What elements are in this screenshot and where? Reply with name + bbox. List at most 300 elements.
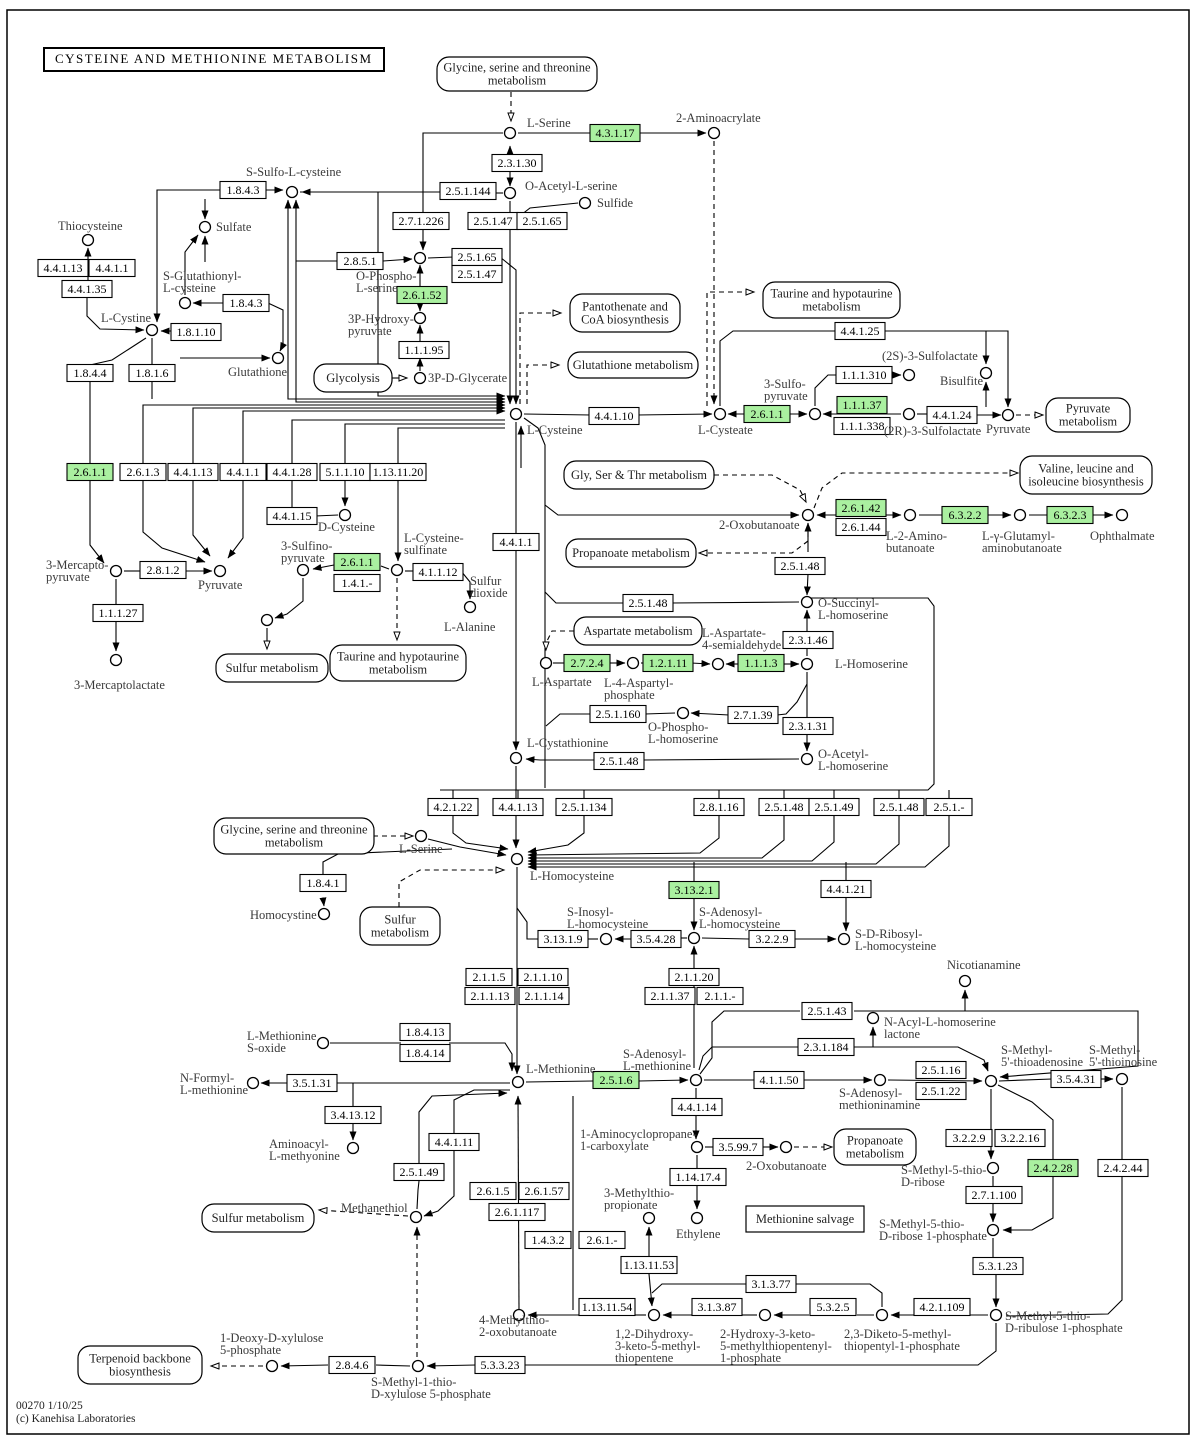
enzyme-label: 4.3.1.17 [595, 126, 635, 140]
enzyme-1.8.4.1[interactable] [300, 875, 346, 892]
pathway-label: Propanoate metabolism [572, 546, 690, 560]
enzyme-3.2.2.9[interactable] [946, 1130, 992, 1147]
metabolite-l-cysteine[interactable] [511, 409, 522, 420]
metabolite-label: 3-Sulfo-pyruvate [764, 377, 808, 403]
reaction-line [427, 1365, 476, 1366]
enzyme-label: 2.5.1.49 [814, 800, 854, 814]
enzyme-4.4.1.25[interactable] [835, 323, 885, 340]
metabolite-s-methyl-5-thio-d-ribose-1-phosphate[interactable] [988, 1225, 999, 1236]
enzyme-2.5.1.47[interactable] [452, 266, 502, 283]
metabolite-label: 1-Aminocyclopropane-1-carboxylate [580, 1127, 697, 1153]
metabolite-s-adenosyl-l-methionine[interactable] [691, 1075, 702, 1086]
enzyme-2.5.1.48[interactable] [623, 595, 673, 612]
enzyme-2.6.1.1[interactable] [334, 554, 380, 571]
enzyme-2.1.1.5[interactable] [466, 969, 512, 986]
enzyme-label: 4.4.1.24 [932, 408, 972, 422]
pathway-link-propanoate-metabolism-2[interactable] [834, 1129, 916, 1165]
enzyme-2.3.1.46[interactable] [783, 632, 833, 649]
enzyme-4.1.1.50[interactable] [754, 1072, 804, 1089]
enzyme-2.5.1.-[interactable] [926, 799, 972, 816]
pathway-link-pyruvate-metabolism[interactable] [1046, 398, 1130, 432]
metabolite-label: Glutathione [228, 365, 288, 379]
metabolite-2-aminoacrylate[interactable] [709, 128, 720, 139]
metabolite-3-mercaptolactate[interactable] [111, 655, 122, 666]
enzyme-1.1.1.37[interactable] [837, 397, 887, 414]
pathway-link-glycine-serine-threonine-metabolism[interactable] [437, 57, 597, 91]
metabolite-label: S-Methyl-5-thio-D-ribulose 1-phosphate [1005, 1309, 1123, 1335]
enzyme-label: 5.1.1.10 [325, 465, 365, 479]
enzyme-2.5.1.16[interactable] [916, 1062, 966, 1079]
metabolite-3-sulfinopyruvate[interactable] [298, 565, 309, 576]
metabolite-l-homocysteine[interactable] [512, 854, 523, 865]
enzyme-label: 2.6.1.57 [524, 1184, 564, 1198]
metabolite-label: L-2-Amino-butanoate [886, 529, 948, 555]
reaction-line [702, 938, 749, 939]
metabolite-s-methyl-5-thio-d-ribulose-1-phosphate[interactable] [991, 1310, 1002, 1321]
metabolite-glutathione[interactable] [273, 353, 284, 364]
reaction-line [417, 1181, 419, 1209]
enzyme-2.5.1.48[interactable] [594, 753, 644, 770]
enzyme-label: 1.1.1.37 [842, 398, 882, 412]
enzyme-2.6.1.1[interactable] [67, 464, 113, 481]
enzyme-4.4.1.13[interactable] [168, 464, 218, 481]
metabolite-homocystine[interactable] [319, 909, 330, 920]
enzyme-3.13.2.1[interactable] [669, 882, 719, 899]
reaction-line [699, 1047, 802, 1070]
metabolite-l-2-aminobutanoate[interactable] [905, 510, 916, 521]
enzyme-2.5.1.144[interactable] [440, 183, 496, 200]
metabolite-ophthalmate[interactable] [1117, 510, 1128, 521]
enzyme-1.1.1.95[interactable] [399, 342, 449, 359]
pathway-link-gly-ser-thr-metabolism[interactable] [564, 461, 714, 489]
enzyme-2.4.2.44[interactable] [1098, 1160, 1148, 1177]
metabolite-s-d-ribosyl-l-homocysteine[interactable] [839, 934, 850, 945]
enzyme-label: 2.3.1.46 [788, 633, 828, 647]
reaction-line [649, 1274, 652, 1306]
enzyme-2.5.1.47[interactable] [468, 213, 518, 230]
enzyme-1.8.1.6[interactable] [129, 365, 175, 382]
metabolite-sulfide[interactable] [580, 198, 591, 209]
enzyme-1.8.4.14[interactable] [400, 1045, 450, 1062]
metabolite-s-adenosylmethioninamine[interactable] [875, 1075, 886, 1086]
enzyme-3.5.1.31[interactable] [287, 1075, 337, 1092]
metabolite-label: 1-Deoxy-D-xylulose 5-phosphate [220, 1331, 324, 1357]
enzyme-4.4.1.13[interactable] [38, 260, 88, 277]
enzyme-label: 4.4.1.1 [499, 535, 533, 549]
reaction-line [383, 259, 412, 261]
enzyme-2.1.1.37[interactable] [645, 988, 695, 1005]
reaction-line [90, 338, 146, 365]
enzyme-2.8.4.6[interactable] [329, 1357, 375, 1374]
enzyme-label: 4.4.1.28 [272, 465, 312, 479]
pathway-label: Methionine salvage [755, 1212, 855, 1226]
enzyme-2.5.1.48[interactable] [759, 799, 809, 816]
enzyme-label: 3.5.1.31 [292, 1076, 332, 1090]
enzyme-4.4.1.21[interactable] [821, 881, 871, 898]
enzyme-label: 2.5.1.160 [595, 707, 641, 721]
enzyme-4.1.1.12[interactable] [413, 564, 463, 581]
metabolite-s-sulfo-l-cysteine[interactable] [287, 187, 298, 198]
metabolite-label: Ethylene [676, 1227, 721, 1241]
enzyme-2.6.1.42[interactable] [836, 500, 886, 517]
enzyme-3.13.1.9[interactable] [538, 931, 588, 948]
pathway-link-taurine-hypotaurine-metabolism[interactable] [763, 282, 900, 318]
enzyme-label: 3.13.2.1 [674, 883, 714, 897]
enzyme-2.4.2.28[interactable] [1028, 1160, 1078, 1177]
metabolite-o-phospho-l-serine[interactable] [415, 253, 426, 264]
metabolite-l-alanine[interactable] [465, 602, 476, 613]
enzyme-label: 2.1.1.10 [523, 970, 563, 984]
enzyme-label: 2.5.1.49 [399, 1165, 439, 1179]
metabolite-l-4-aspartyl-phosphate[interactable] [628, 658, 639, 669]
metabolite-label: 2,3-Diketo-5-methyl-thiopentyl-1-phosphate [844, 1327, 960, 1353]
enzyme-label: 2.8.5.1 [343, 254, 377, 268]
metabolite-1-aminocyclopropane-1-carboxylate[interactable] [692, 1142, 703, 1153]
enzyme-2.1.1.-[interactable] [697, 988, 743, 1005]
enzyme-2.6.1.5[interactable] [470, 1183, 516, 1200]
reaction-line [888, 1080, 982, 1081]
enzyme-2.5.1.160[interactable] [590, 706, 646, 723]
reaction-line [281, 1365, 328, 1366]
pathway-link-glutathione-metabolism[interactable] [568, 352, 698, 378]
enzyme-6.3.2.2[interactable] [942, 507, 988, 524]
metabolite-pyruvate-2[interactable] [215, 566, 226, 577]
pathway-label: Glycine, serine and threonine metabolism [443, 60, 591, 88]
metabolite-2-3-diketo-5-methylthiopentyl-1-phosphate[interactable] [877, 1310, 888, 1321]
enzyme-2.7.1.39[interactable] [728, 707, 778, 724]
enzyme-2.1.1.13[interactable] [465, 988, 515, 1005]
enzyme-2.5.1.65[interactable] [452, 249, 502, 266]
metabolite-3p-d-glycerate[interactable] [415, 373, 426, 384]
metabolite-l-methionine-s-oxide[interactable] [318, 1038, 329, 1049]
enzyme-1.8.4.13[interactable] [400, 1024, 450, 1041]
enzyme-label: 2.1.1.13 [470, 989, 510, 1003]
enzyme-label: 2.5.1.134 [561, 800, 607, 814]
metabolite-3-mercaptopyruvate[interactable] [111, 566, 122, 577]
enzyme-3.1.3.77[interactable] [746, 1276, 796, 1293]
enzyme-4.4.1.15[interactable] [267, 508, 317, 525]
enzyme-2.3.1.184[interactable] [798, 1039, 854, 1056]
enzyme-3.4.13.12[interactable] [325, 1107, 381, 1124]
reaction-line [545, 592, 625, 603]
metabolite-label: L-Cysteine [527, 423, 583, 437]
enzyme-label: 2.3.1.30 [497, 156, 537, 170]
pathway-link-methionine-salvage[interactable] [746, 1206, 864, 1232]
metabolite-o-acetyl-l-homoserine[interactable] [802, 754, 813, 765]
enzyme-6.3.2.3[interactable] [1047, 507, 1093, 524]
pathway-link-aspartate-metabolism[interactable] [574, 617, 702, 645]
metabolite-l-serine-2[interactable] [416, 831, 427, 842]
enzyme-label: 2.4.2.44 [1103, 1161, 1143, 1175]
enzyme-label: 4.4.1.15 [272, 509, 312, 523]
enzyme-label: 1.4.3.2 [531, 1233, 565, 1247]
metabolite-l-homoserine[interactable] [802, 659, 813, 670]
enzyme-2.8.1.2[interactable] [140, 562, 186, 579]
metabolite-label: 3P-Hydroxy-pyruvate [348, 312, 414, 338]
enzyme-label: 2.8.1.16 [699, 800, 739, 814]
metabolite-label: 4-Methylthio-2-oxobutanoate [479, 1313, 557, 1339]
enzyme-3.5.4.31[interactable] [1051, 1071, 1101, 1088]
enzyme-2.6.1.3[interactable] [120, 464, 166, 481]
enzyme-label: 2.5.1.65 [457, 250, 497, 264]
pathway-link-glycine-serine-threonine-metabolism-2[interactable] [214, 818, 374, 854]
enzyme-3.2.2.16[interactable] [995, 1130, 1045, 1147]
enzyme-2.7.1.100[interactable] [966, 1187, 1022, 1204]
map-title: CYSTEINE AND METHIONINE METABOLISM [43, 47, 385, 72]
metabolite-s-methyl-5-thioadenosine[interactable] [986, 1076, 997, 1087]
enzyme-5.3.3.23[interactable] [475, 1357, 525, 1374]
metabolite-s-glutathionyl-l-cysteine[interactable] [180, 298, 191, 309]
enzyme-2.5.1.6[interactable] [593, 1072, 639, 1089]
enzyme-label: 2.6.1.3 [126, 465, 160, 479]
enzyme-1.1.1.310[interactable] [836, 367, 892, 384]
metabolite-3-sulfopyruvate[interactable] [810, 409, 821, 420]
enzyme-1.4.1.-[interactable] [334, 575, 380, 592]
reaction-line [449, 1043, 512, 1071]
metabolite-l-aspartate-4-semialdehyde[interactable] [713, 659, 724, 670]
metabolite-s-methyl-5-thioinosine[interactable] [1117, 1074, 1128, 1085]
enzyme-label: 1.8.4.1 [306, 876, 340, 890]
enzyme-1.4.3.2[interactable] [525, 1232, 571, 1249]
metabolite-label: 2-Oxobutanoate [719, 518, 800, 532]
metabolite-s-inosyl-l-homocysteine[interactable] [601, 934, 612, 945]
metabolite-sulfate[interactable] [200, 222, 211, 233]
pathway-link-sulfur-metabolism-2[interactable] [360, 907, 440, 945]
enzyme-5.3.2.5[interactable] [810, 1299, 856, 1316]
metabolite-label: L-Homocysteine [530, 869, 615, 883]
metabolite-label: Sulfate [216, 220, 252, 234]
enzyme-2.5.1.65[interactable] [517, 213, 567, 230]
enzyme-4.4.1.1[interactable] [220, 464, 266, 481]
metabolite-l-cysteate[interactable] [715, 409, 726, 420]
enzyme-2.5.1.43[interactable] [802, 1003, 852, 1020]
enzyme-2.6.1.-[interactable] [579, 1232, 625, 1249]
enzyme-label: 1.13.11.54 [581, 1300, 633, 1314]
enzyme-label: 4.4.1.11 [434, 1135, 474, 1149]
pathway-label: Glycolysis [326, 371, 380, 385]
enzyme-label: 2.6.1.44 [841, 520, 881, 534]
metabolite-label: Pyruvate [198, 578, 243, 592]
pathway-link-valine-leucine-isoleucine-biosynthesis[interactable] [1020, 456, 1152, 494]
metabolite-methanethiol[interactable] [411, 1212, 422, 1223]
enzyme-label: 2.4.2.28 [1033, 1161, 1073, 1175]
metabolite-o-phospho-l-homoserine[interactable] [678, 708, 689, 719]
enzyme-3.2.2.9[interactable] [749, 931, 795, 948]
metabolite-2-oxobutanoate-2[interactable] [781, 1142, 792, 1153]
enzyme-1.13.11.20[interactable] [370, 464, 426, 481]
metabolite-sulfite[interactable] [262, 615, 273, 626]
metabolite-1-deoxy-d-xylulose-5-phosphate[interactable] [267, 1361, 278, 1372]
enzyme-2.5.1.22[interactable] [916, 1083, 966, 1100]
enzyme-label: 4.4.1.1 [226, 465, 260, 479]
enzyme-5.1.1.10[interactable] [320, 464, 370, 481]
metabolite-nicotianamine[interactable] [960, 976, 971, 987]
enzyme-4.4.1.28[interactable] [267, 464, 317, 481]
metabolite-l-cystathionine[interactable] [511, 753, 522, 764]
enzyme-2.8.1.16[interactable] [694, 799, 744, 816]
enzyme-label: 2.7.2.4 [570, 656, 604, 670]
enzyme-label: 2.1.1.- [704, 989, 736, 1003]
reaction-line [428, 257, 454, 258]
pathway-link-pantothenate-coa-biosynthesis[interactable] [570, 294, 680, 332]
enzyme-2.3.1.31[interactable] [783, 718, 833, 735]
pathway-link-glycolysis[interactable] [314, 364, 392, 392]
metabolite-label: 2-Oxobutanoate [746, 1159, 827, 1173]
metabolite-l-aspartate[interactable] [541, 658, 552, 669]
metabolite-label: S-Adenosyl-methioninamine [839, 1086, 921, 1112]
metabolite-pyruvate[interactable] [1003, 410, 1014, 421]
enzyme-label: 4.1.1.12 [418, 565, 458, 579]
enzyme-1.1.1.3[interactable] [738, 655, 784, 672]
enzyme-1.8.4.4[interactable] [67, 365, 113, 382]
metabolite-l-cysteine-sulfinate[interactable] [392, 565, 403, 576]
enzyme-1.8.4.3[interactable] [223, 295, 269, 312]
enzyme-2.3.1.30[interactable] [492, 155, 542, 172]
enzyme-4.4.1.14[interactable] [672, 1099, 722, 1116]
enzyme-label: 2.7.1.39 [733, 708, 773, 722]
reaction-line [528, 815, 784, 858]
enzyme-4.3.1.17[interactable] [590, 125, 640, 142]
enzyme-2.6.1.52[interactable] [397, 287, 447, 304]
enzyme-1.8.1.10[interactable] [171, 324, 221, 341]
enzyme-4.4.1.13[interactable] [493, 799, 543, 816]
reaction-line [691, 713, 729, 715]
enzyme-label: 1.13.11.20 [372, 465, 424, 479]
metabolite-s-methyl-5-thio-d-ribose[interactable] [988, 1163, 999, 1174]
enzyme-label: 1.4.1.- [341, 576, 373, 590]
reaction-line [143, 405, 505, 463]
enzyme-4.4.1.11[interactable] [429, 1134, 479, 1151]
enzyme-4.4.1.10[interactable] [589, 408, 639, 425]
enzyme-2.1.1.20[interactable] [669, 969, 719, 986]
metabolite-label: 3P-D-Glycerate [428, 371, 508, 385]
reaction-line [419, 1093, 507, 1163]
metabolite-label: L-Methionine S-oxide [247, 1029, 317, 1055]
enzyme-label: 2.6.1.5 [476, 1184, 510, 1198]
enzyme-1.14.17.4[interactable] [670, 1169, 726, 1186]
metabolite-label: S-Methyl-5'-thioinosine [1089, 1043, 1158, 1069]
metabolite-n-acyl-l-homoserine-lactone[interactable] [868, 1013, 879, 1024]
enzyme-label: 2.1.1.37 [650, 989, 690, 1003]
metabolite-aminoacyl-l-methyonine[interactable] [348, 1143, 359, 1154]
metabolite-l-gamma-glutamyl-aminobutanoate[interactable] [1015, 510, 1026, 521]
metabolite-label: Sulfide [597, 196, 634, 210]
metabolite-thiocysteine[interactable] [83, 235, 94, 246]
metabolite-o-succinyl-l-homoserine[interactable] [802, 597, 813, 608]
enzyme-3.5.99.7[interactable] [713, 1139, 763, 1156]
enzyme-label: 2.5.1.48 [764, 800, 804, 814]
enzyme-4.4.1.1[interactable] [493, 534, 539, 551]
enzyme-1.8.4.3[interactable] [220, 182, 266, 199]
enzyme-label: 3.1.3.77 [751, 1277, 791, 1291]
enzyme-1.13.11.54[interactable] [579, 1299, 635, 1316]
pathway-link-taurine-hypotaurine-metabolism-2[interactable] [330, 645, 466, 681]
enzyme-2.6.1.117[interactable] [489, 1204, 545, 1221]
metabolite-label: L-4-Aspartyl-phosphate [604, 676, 674, 702]
enzyme-2.5.1.48[interactable] [874, 799, 924, 816]
metabolite-s-adenosyl-l-homocysteine[interactable] [689, 933, 700, 944]
metabolite-d-cysteine[interactable] [340, 510, 351, 521]
enzyme-label: 2.5.1.48 [628, 596, 668, 610]
enzyme-label: 4.1.1.50 [759, 1073, 799, 1087]
enzyme-label: 1.8.4.3 [226, 183, 260, 197]
enzyme-1.1.1.338[interactable] [834, 418, 890, 435]
metabolite-3p-hydroxy-pyruvate[interactable] [415, 313, 426, 324]
metabolite-2-hydroxy-3-keto-5-methylthiopentenyl-1-phosphate[interactable] [760, 1310, 771, 1321]
enzyme-2.5.1.48[interactable] [775, 558, 825, 575]
pathway-link-sulfur-metabolism[interactable] [216, 654, 328, 682]
reaction-line [645, 713, 675, 714]
pathway-label: Pantothenate and CoA biosynthesis [581, 299, 669, 327]
enzyme-4.4.1.24[interactable] [927, 407, 977, 424]
enzyme-3.1.3.87[interactable] [692, 1299, 742, 1316]
enzyme-2.7.2.4[interactable] [564, 655, 610, 672]
enzyme-2.5.1.49[interactable] [394, 1164, 444, 1181]
pathway-label: Pyruvate metabolism [1058, 401, 1118, 429]
metabolite-o-acetyl-l-serine[interactable] [505, 188, 516, 199]
metabolite-l-methionine[interactable] [513, 1077, 524, 1088]
enzyme-4.4.1.1[interactable] [89, 260, 135, 277]
enzyme-2.6.1.1[interactable] [744, 406, 790, 423]
metabolite-2r-3-sulfolactate[interactable] [904, 409, 915, 420]
metabolite-label: Pyruvate [986, 422, 1031, 436]
pathway-label: Gly, Ser & Thr metabolism [570, 468, 708, 482]
enzyme-label: 2.7.1.226 [398, 214, 444, 228]
enzyme-2.5.1.134[interactable] [556, 799, 612, 816]
metabolite-label: S-Glutathionyl-L-cysteine [163, 269, 242, 295]
enzyme-3.5.4.28[interactable] [631, 931, 681, 948]
enzyme-1.1.1.27[interactable] [93, 605, 143, 622]
enzyme-2.5.1.49[interactable] [809, 799, 859, 816]
enzyme-1.2.1.11[interactable] [643, 655, 693, 672]
enzyme-2.6.1.57[interactable] [519, 1183, 569, 1200]
pathway-link-propanoate-metabolism[interactable] [566, 539, 696, 567]
metabolite-2-oxobutanoate[interactable] [803, 510, 814, 521]
metabolite-label: S-Sulfo-L-cysteine [246, 165, 342, 179]
enzyme-4.4.1.35[interactable] [62, 281, 112, 298]
reaction-line [639, 1080, 688, 1081]
metabolite-s-methyl-1-thio-d-xylulose-5-phosphate[interactable] [413, 1361, 424, 1372]
metabolite-ethylene[interactable] [692, 1213, 703, 1224]
enzyme-1.13.11.53[interactable] [621, 1257, 677, 1274]
reaction-line [700, 1011, 800, 1074]
reaction-line [228, 481, 243, 558]
metabolite-label: O-Phospho-L-serine [356, 269, 417, 295]
enzyme-label: 1.1.1.338 [839, 419, 885, 433]
metabolite-1-2-dihydroxy-3-keto-5-methylthiopentene[interactable] [649, 1310, 660, 1321]
enzyme-2.6.1.44[interactable] [836, 519, 886, 536]
enzyme-5.3.1.23[interactable] [973, 1258, 1023, 1275]
pathway-link-sulfur-metabolism-3[interactable] [202, 1204, 314, 1232]
enzyme-4.2.1.22[interactable] [428, 799, 478, 816]
enzyme-2.1.1.10[interactable] [518, 969, 568, 986]
enzyme-2.7.1.226[interactable] [393, 213, 449, 230]
enzyme-2.1.1.14[interactable] [519, 988, 569, 1005]
enzyme-label: 2.6.1.52 [402, 288, 442, 302]
enzyme-4.2.1.109[interactable] [914, 1299, 970, 1316]
metabolite-l-cystine[interactable] [147, 325, 158, 336]
metabolite-l-serine[interactable] [505, 128, 516, 139]
metabolite-2s-3-sulfolactate[interactable] [904, 370, 915, 381]
metabolite-label: 3-Sulfino-pyruvate [281, 539, 333, 565]
metabolite-n-formyl-l-methionine[interactable] [248, 1078, 259, 1089]
metabolite-label: L-γ-Glutamyl-aminobutanoate [982, 529, 1062, 555]
enzyme-2.8.5.1[interactable] [337, 253, 383, 270]
metabolite-3-methylthiopropionate[interactable] [644, 1213, 655, 1224]
pathway-link-terpenoid-backbone-biosynthesis[interactable] [78, 1346, 202, 1384]
enzyme-label: 2.8.4.6 [335, 1358, 369, 1372]
enzyme-label: 3.5.99.7 [718, 1140, 758, 1154]
